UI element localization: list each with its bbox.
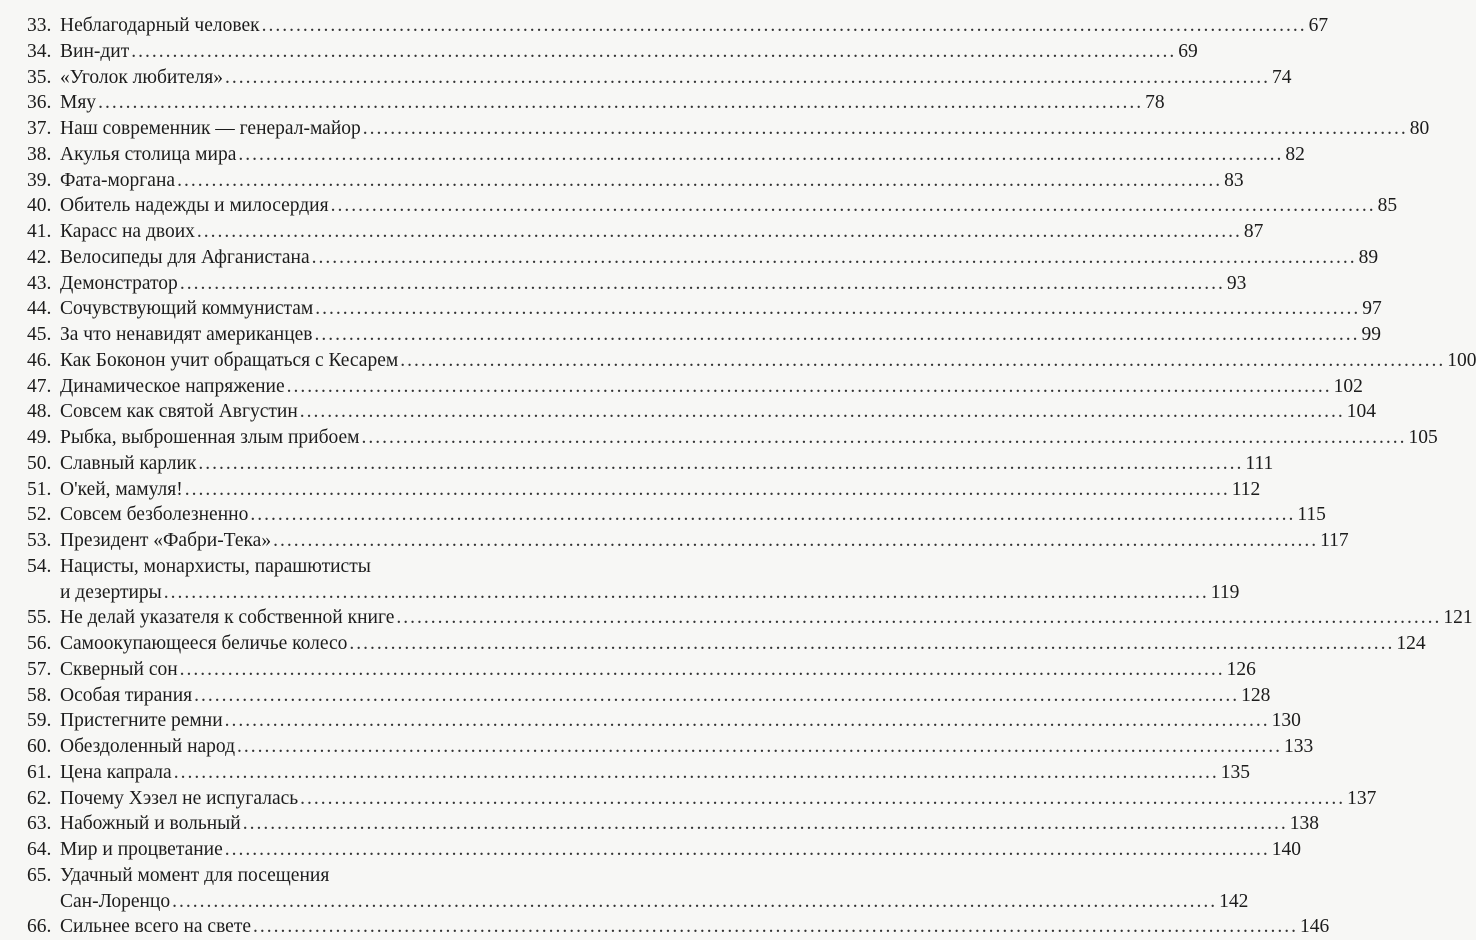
toc-entry <box>27 837 1302 863</box>
toc-entry <box>27 322 1382 348</box>
chapter-number: 62. <box>27 787 52 809</box>
chapter-title: За что ненавидят американцев <box>60 324 313 345</box>
toc-entry <box>27 219 1264 245</box>
page-number: 89 <box>1358 246 1379 268</box>
dot-leader <box>300 786 1345 812</box>
chapter-title: «Уголок любителя» <box>60 66 223 88</box>
chapter-title: Особая тирания <box>60 684 193 706</box>
dot-leader <box>174 760 1219 786</box>
dot-leader <box>225 837 1270 863</box>
page-number: 115 <box>1297 504 1326 526</box>
chapter-title: Акулья столица мира <box>60 143 237 165</box>
dot-leader <box>315 296 1360 322</box>
chapter-number: 37. <box>27 118 52 139</box>
toc-entry <box>27 116 1430 142</box>
chapter-title: Президент «Фабри-Тека» <box>60 530 272 551</box>
chapter-title: Совсем как святой Августин <box>60 401 298 423</box>
chapter-title: Нацисты, монархисты, парашютисты <box>60 555 371 577</box>
chapter-number: 34. <box>27 40 52 62</box>
chapter-title: Карасс на двоих <box>60 221 195 242</box>
page-number: 85 <box>1377 195 1398 217</box>
chapter-title: Рыбка, выброшенная злым прибоем <box>60 427 360 448</box>
table-of-contents <box>27 13 1476 940</box>
chapter-number: 44. <box>27 298 52 320</box>
chapter-title: Обездоленный народ <box>60 736 236 757</box>
dot-leader <box>131 39 1176 65</box>
chapter-number: 48. <box>27 401 52 423</box>
page-number: 93 <box>1226 272 1247 294</box>
chapter-number: 33. <box>27 15 52 36</box>
dot-leader <box>396 605 1441 631</box>
toc-entry <box>27 39 1198 65</box>
chapter-number: 55. <box>27 607 52 629</box>
dot-leader <box>225 65 1270 91</box>
page-number: 146 <box>1300 916 1330 938</box>
chapter-number: 59. <box>27 710 52 732</box>
dot-leader <box>262 13 1307 39</box>
chapter-title: Не делай указателя к собственной книге <box>60 607 395 629</box>
dot-leader <box>362 425 1407 451</box>
page-number: 82 <box>1285 143 1305 165</box>
page-number: 121 <box>1443 607 1473 629</box>
chapter-title: Мир и процветание <box>60 839 223 860</box>
toc-entry <box>27 193 1398 219</box>
dot-leader <box>164 580 1209 606</box>
dot-leader <box>312 245 1357 271</box>
chapter-number: 53. <box>27 530 52 551</box>
toc-entry <box>27 348 1476 374</box>
dot-leader <box>243 811 1288 837</box>
toc-entry <box>27 296 1382 322</box>
chapter-number: 49. <box>27 427 52 448</box>
dot-leader <box>331 193 1376 219</box>
chapter-number: 40. <box>27 195 52 217</box>
page-number: 74 <box>1271 66 1292 88</box>
chapter-number: 52. <box>27 504 52 526</box>
page-number: 128 <box>1241 684 1271 706</box>
toc-entry <box>27 657 1256 683</box>
chapter-number: 66. <box>27 916 52 938</box>
toc-entry-second-line <box>27 580 1240 606</box>
toc-entry-second-line <box>27 889 1249 915</box>
chapter-number: 61. <box>27 761 52 783</box>
toc-entry <box>27 708 1301 734</box>
toc-entry <box>27 631 1426 657</box>
chapter-title: Обитель надежды и милосердия <box>60 195 329 217</box>
toc-entry-first-line <box>27 554 509 580</box>
dot-leader <box>180 657 1225 683</box>
toc-entry <box>27 502 1326 528</box>
chapter-number: 63. <box>27 813 52 835</box>
toc-entry <box>27 683 1271 709</box>
chapter-title: Фата-моргана <box>60 169 176 191</box>
page-number: 142 <box>1219 890 1249 912</box>
chapter-number: 50. <box>27 452 52 474</box>
page-number: 112 <box>1231 478 1261 500</box>
chapter-title: Вин-дит <box>60 40 130 62</box>
toc-entry <box>27 528 1349 554</box>
chapter-number: 38. <box>27 143 52 165</box>
dot-leader <box>250 502 1295 528</box>
chapter-title-continued: Сан-Лоренцо <box>60 890 171 912</box>
chapter-number: 65. <box>27 864 52 886</box>
chapter-number: 45. <box>27 324 52 345</box>
dot-leader <box>194 683 1239 709</box>
page-number: 67 <box>1308 15 1329 36</box>
page-number: 126 <box>1226 658 1256 680</box>
page-number: 138 <box>1289 813 1319 835</box>
chapter-number: 51. <box>27 478 52 500</box>
toc-entry <box>27 168 1244 194</box>
chapter-title: Набожный и вольный <box>60 813 241 835</box>
chapter-title-continued: и дезертиры <box>60 581 162 603</box>
dot-leader <box>238 142 1283 168</box>
chapter-title: Велосипеды для Афганистана <box>60 246 310 268</box>
chapter-number: 58. <box>27 684 52 706</box>
chapter-title: Мяу <box>60 92 97 114</box>
chapter-title: Скверный сон <box>60 658 178 680</box>
chapter-title: Неблагодарный человек <box>60 15 260 36</box>
chapter-title: Сочувствующий коммунистам <box>60 298 314 320</box>
dot-leader <box>287 374 1332 400</box>
chapter-title: Цена капрала <box>60 761 172 783</box>
chapter-title: Сильнее всего на свете <box>60 916 252 938</box>
chapter-title: Славный карлик <box>60 452 197 474</box>
page-number: 133 <box>1284 736 1314 757</box>
chapter-title: Динамическое напряжение <box>60 375 285 397</box>
toc-entry <box>27 271 1247 297</box>
toc-entry <box>27 245 1379 271</box>
page-number: 69 <box>1178 40 1198 62</box>
chapter-number: 47. <box>27 375 52 397</box>
dot-leader <box>400 348 1445 374</box>
dot-leader <box>180 271 1225 297</box>
page-number: 99 <box>1361 324 1382 345</box>
dot-leader <box>225 708 1270 734</box>
chapter-title: Пристегните ремни <box>60 710 223 732</box>
dot-leader <box>273 528 1318 554</box>
dot-leader <box>197 219 1242 245</box>
toc-entry-first-line <box>27 863 509 889</box>
chapter-title: Удачный момент для посещения <box>60 864 330 886</box>
dot-leader <box>185 477 1230 503</box>
chapter-number: 43. <box>27 272 52 294</box>
chapter-title: Демонстратор <box>60 272 178 294</box>
page-number: 135 <box>1220 761 1250 783</box>
toc-entry <box>27 425 1438 451</box>
chapter-number: 57. <box>27 658 52 680</box>
page-number: 111 <box>1245 452 1274 474</box>
toc-entry <box>27 760 1250 786</box>
dot-leader <box>300 399 1345 425</box>
toc-entry <box>27 914 1330 940</box>
toc-entry <box>27 554 1240 606</box>
toc-entry <box>27 811 1319 837</box>
chapter-number: 36. <box>27 92 52 114</box>
dot-leader <box>198 451 1243 477</box>
toc-entry <box>27 786 1377 812</box>
chapter-number: 56. <box>27 633 52 654</box>
toc-entry <box>27 399 1377 425</box>
chapter-title: Совсем безболезненно <box>60 504 249 526</box>
page-number: 78 <box>1145 92 1165 114</box>
chapter-number: 39. <box>27 169 52 191</box>
toc-entry <box>27 734 1314 760</box>
toc-entry <box>27 142 1305 168</box>
dot-leader <box>253 914 1298 940</box>
chapter-title: Наш современник — генерал-майор <box>60 118 361 139</box>
toc-entry <box>27 863 1249 915</box>
page-number: 130 <box>1271 710 1301 732</box>
page-number: 100 <box>1447 349 1476 371</box>
toc-entry <box>27 65 1292 91</box>
toc-entry <box>27 13 1329 39</box>
page-number: 137 <box>1347 787 1377 809</box>
toc-entry <box>27 451 1274 477</box>
chapter-number: 46. <box>27 349 52 371</box>
page-number: 140 <box>1271 839 1302 860</box>
chapter-number: 35. <box>27 66 52 88</box>
page-number: 87 <box>1243 221 1264 242</box>
page-number: 102 <box>1333 375 1363 397</box>
dot-leader <box>172 889 1217 915</box>
toc-entry <box>27 374 1363 400</box>
page-number: 117 <box>1320 530 1349 551</box>
dot-leader <box>98 90 1143 116</box>
chapter-number: 64. <box>27 839 52 860</box>
page-number: 83 <box>1224 169 1244 191</box>
toc-entry <box>27 477 1261 503</box>
chapter-number: 41. <box>27 221 52 242</box>
toc-entry <box>27 90 1165 116</box>
dot-leader <box>315 322 1360 348</box>
dot-leader <box>237 734 1282 760</box>
chapter-number: 60. <box>27 736 52 757</box>
page-number: 124 <box>1396 633 1426 654</box>
dot-leader <box>177 168 1222 194</box>
dot-leader <box>349 631 1394 657</box>
toc-entry <box>27 605 1473 631</box>
chapter-title: О'кей, мамуля! <box>60 478 183 500</box>
page-number: 104 <box>1346 401 1377 423</box>
chapter-number: 42. <box>27 246 52 268</box>
dot-leader <box>363 116 1408 142</box>
page-number: 119 <box>1210 581 1240 603</box>
chapter-number: 54. <box>27 555 52 577</box>
chapter-title: Почему Хэзел не испугалась <box>60 787 299 809</box>
page-number: 105 <box>1408 427 1438 448</box>
chapter-title: Как Боконон учит обращаться с Кесарем <box>60 349 399 371</box>
page-number: 97 <box>1362 298 1382 320</box>
page-number: 80 <box>1409 118 1430 139</box>
chapter-title: Самоокупающееся беличье колесо <box>60 633 348 654</box>
